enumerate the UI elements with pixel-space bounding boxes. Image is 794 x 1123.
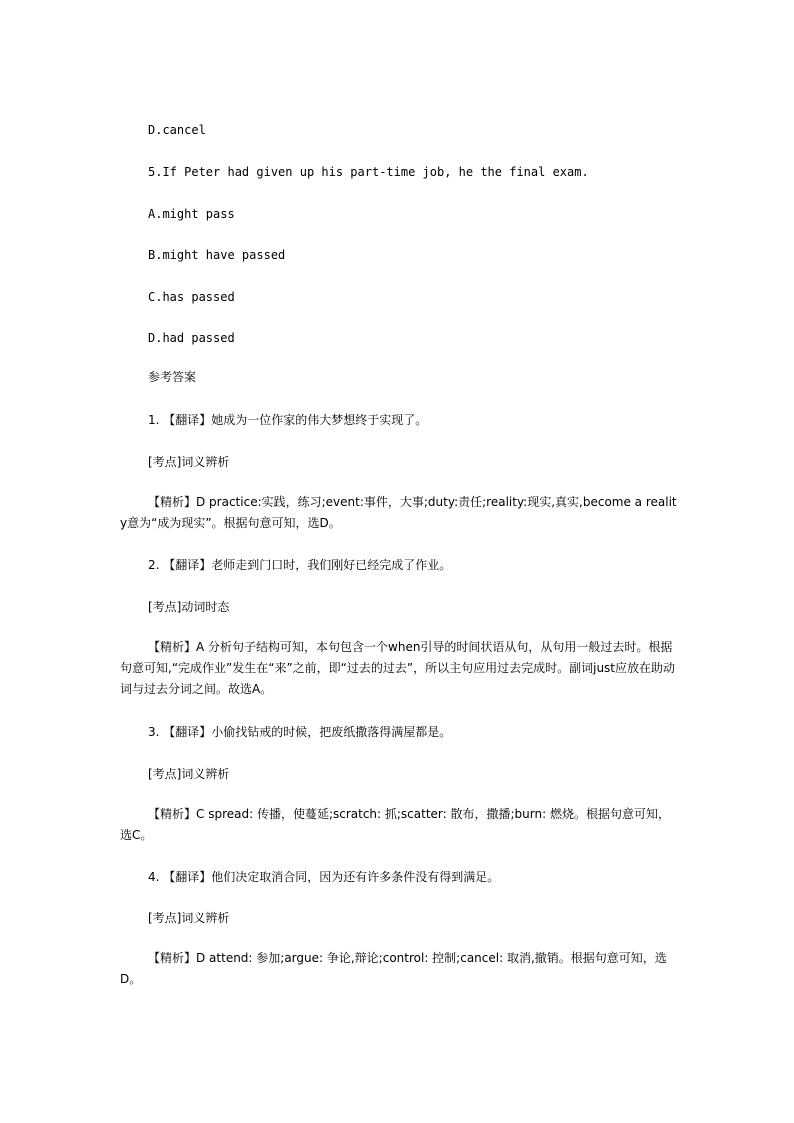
answer-3-topic: [考点]词义辨析	[148, 767, 230, 781]
answer-2-analysis: 【精析】A 分析句子结构可知，本句包含一个when引导的时间状语从句，从句用一般过去时。根据句意可知,“完成作业”发生在“来”之前，即“过去的过去”，所以主句应用过去完成时。副词just应放在助动词与过去分词之间。故选A。	[120, 640, 676, 696]
answer-2-translation: 2. 【翻译】老师走到门口时，我们刚好已经完成了作业。	[148, 558, 452, 572]
answer-1-translation: 1. 【翻译】她成为一位作家的伟大梦想终于实现了。	[148, 413, 428, 427]
question-5-option-d: D.had passed	[148, 331, 235, 345]
answer-1-topic: [考点]词义辨析	[148, 455, 230, 469]
answer-2-topic: [考点]动词时态	[148, 600, 230, 614]
question-5-option-a: A.might pass	[148, 207, 235, 221]
answer-4-analysis: 【精析】D attend: 参加;argue: 争论,辩论;control: 控制;cancel: 取消,撤销。根据句意可知，选D。	[120, 951, 667, 986]
answer-1-analysis: 【精析】D practice:实践，练习;event:事件，大事;duty:责任;reality:现实,真实,become a reality意为“成为现实”。根据句意可知，选D。	[120, 495, 677, 530]
question-5-option-c: C.has passed	[148, 290, 235, 304]
question-5-stem: 5.If Peter had given up his part-time job, he the final exam.	[148, 165, 589, 179]
answer-4-translation: 4. 【翻译】他们决定取消合同，因为还有许多条件没有得到满足。	[148, 870, 500, 884]
answers-heading: 参考答案	[148, 370, 197, 384]
question-5-option-b: B.might have passed	[148, 248, 286, 262]
answer-4-topic: [考点]词义辨析	[148, 911, 230, 925]
option-d-cancel: D.cancel	[148, 123, 206, 137]
answer-3-translation: 3. 【翻译】小偷找钻戒的时候，把废纸撒落得满屋都是。	[148, 725, 452, 739]
answer-3-analysis: 【精析】C spread: 传播，使蔓延;scratch: 抓;scatter: 散布，撒播;burn: 燃烧。根据句意可知，选C。	[120, 807, 670, 842]
